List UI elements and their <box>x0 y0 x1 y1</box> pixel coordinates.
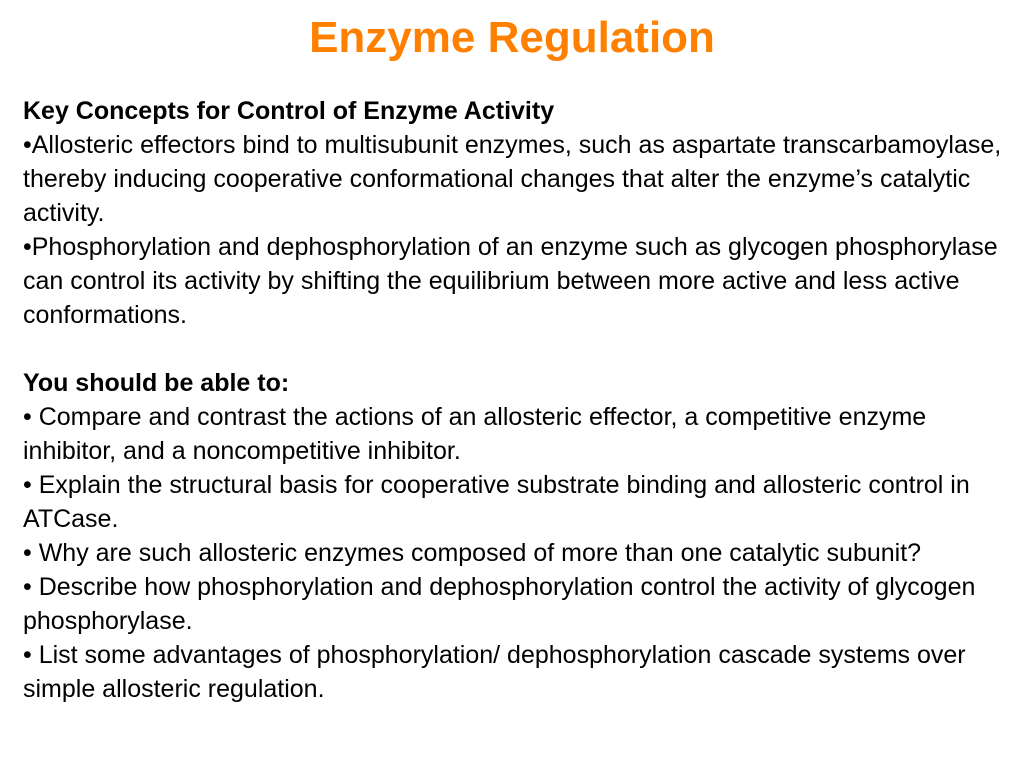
goals-list <box>23 400 1013 706</box>
section-spacer <box>23 332 1013 366</box>
slide-title: Enzyme Regulation <box>309 13 715 62</box>
goal-item: • Why are such allosteric enzymes composed of more than one catalytic subunit? <box>23 539 922 567</box>
key-concepts-heading: Key Concepts for Control of Enzyme Activity <box>23 97 555 125</box>
key-concept-item: •Phosphorylation and dephosphorylation of an enzyme such as glycogen phosphorylase can control its activity by shifting the equilibrium between more active and less active conformations. <box>23 233 998 329</box>
key-concept-item: •Allosteric effectors bind to multisubunit enzymes, such as aspartate transcarbamoylase, thereby inducing cooperative conformational changes that alter the enzyme’s catalytic activity. <box>23 131 1002 227</box>
goal-item: • Compare and contrast the actions of an allosteric effector, a competitive enzyme inhibitor, and a noncompetitive inhibitor. <box>23 403 927 465</box>
goals-heading: You should be able to: <box>23 369 290 397</box>
goal-item: • Describe how phosphorylation and dephosphorylation control the activity of glycogen phosphorylase. <box>23 573 976 635</box>
goal-item: • Explain the structural basis for cooperative substrate binding and allosteric control in ATCase. <box>23 471 970 533</box>
slide-content <box>23 94 1013 706</box>
goal-item: • List some advantages of phosphorylation/ dephosphorylation cascade systems over simple allosteric regulation. <box>23 641 966 703</box>
